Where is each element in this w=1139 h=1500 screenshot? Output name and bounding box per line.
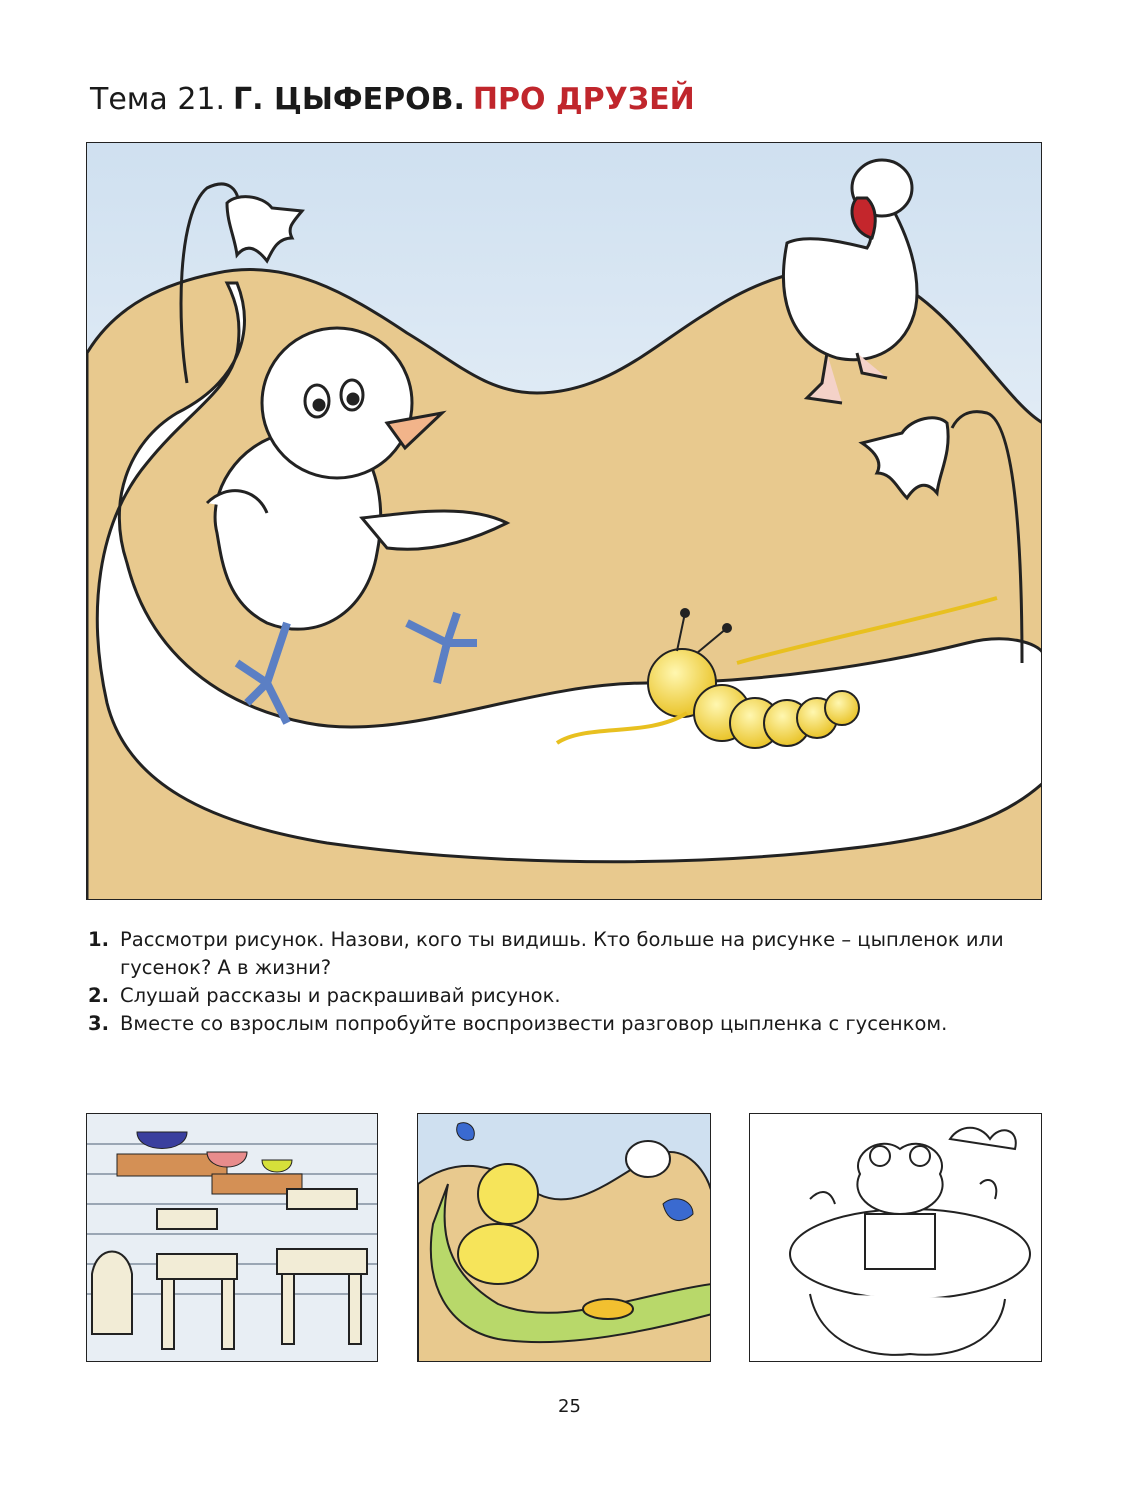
task-list xyxy=(88,926,1048,1038)
task-item xyxy=(88,926,1048,982)
thumbnail-chairs xyxy=(86,1113,378,1362)
page-title xyxy=(90,82,695,117)
chick-icon xyxy=(478,1164,538,1224)
main-illustration xyxy=(86,142,1042,900)
goose-icon xyxy=(626,1141,670,1177)
task-number: 3. xyxy=(88,1012,109,1035)
thumbnail-frog xyxy=(749,1113,1042,1362)
story-title: ПРО ДРУЗЕЙ xyxy=(472,82,695,117)
task-number: 1. xyxy=(88,928,109,951)
task-item xyxy=(88,1010,1048,1038)
task-text: Вместе со взрослым попробуйте воспроизвести разговор цыпленка с гусенком. xyxy=(120,1012,948,1035)
task-text: Рассмотри рисунок. Назови, кого ты видишь. Кто больше на рисунке – цыпленок или гусенок? А в жизни? xyxy=(120,928,1004,979)
task-number: 2. xyxy=(88,984,109,1007)
thumbnail-colored-scene xyxy=(417,1113,711,1362)
story-author: Г. ЦЫФЕРОВ. xyxy=(233,82,465,117)
page-number: 25 xyxy=(558,1396,581,1417)
topic-number: Тема 21. xyxy=(90,82,226,117)
task-text: Слушай рассказы и раскрашивай рисунок. xyxy=(120,984,561,1007)
task-item xyxy=(88,982,1048,1010)
